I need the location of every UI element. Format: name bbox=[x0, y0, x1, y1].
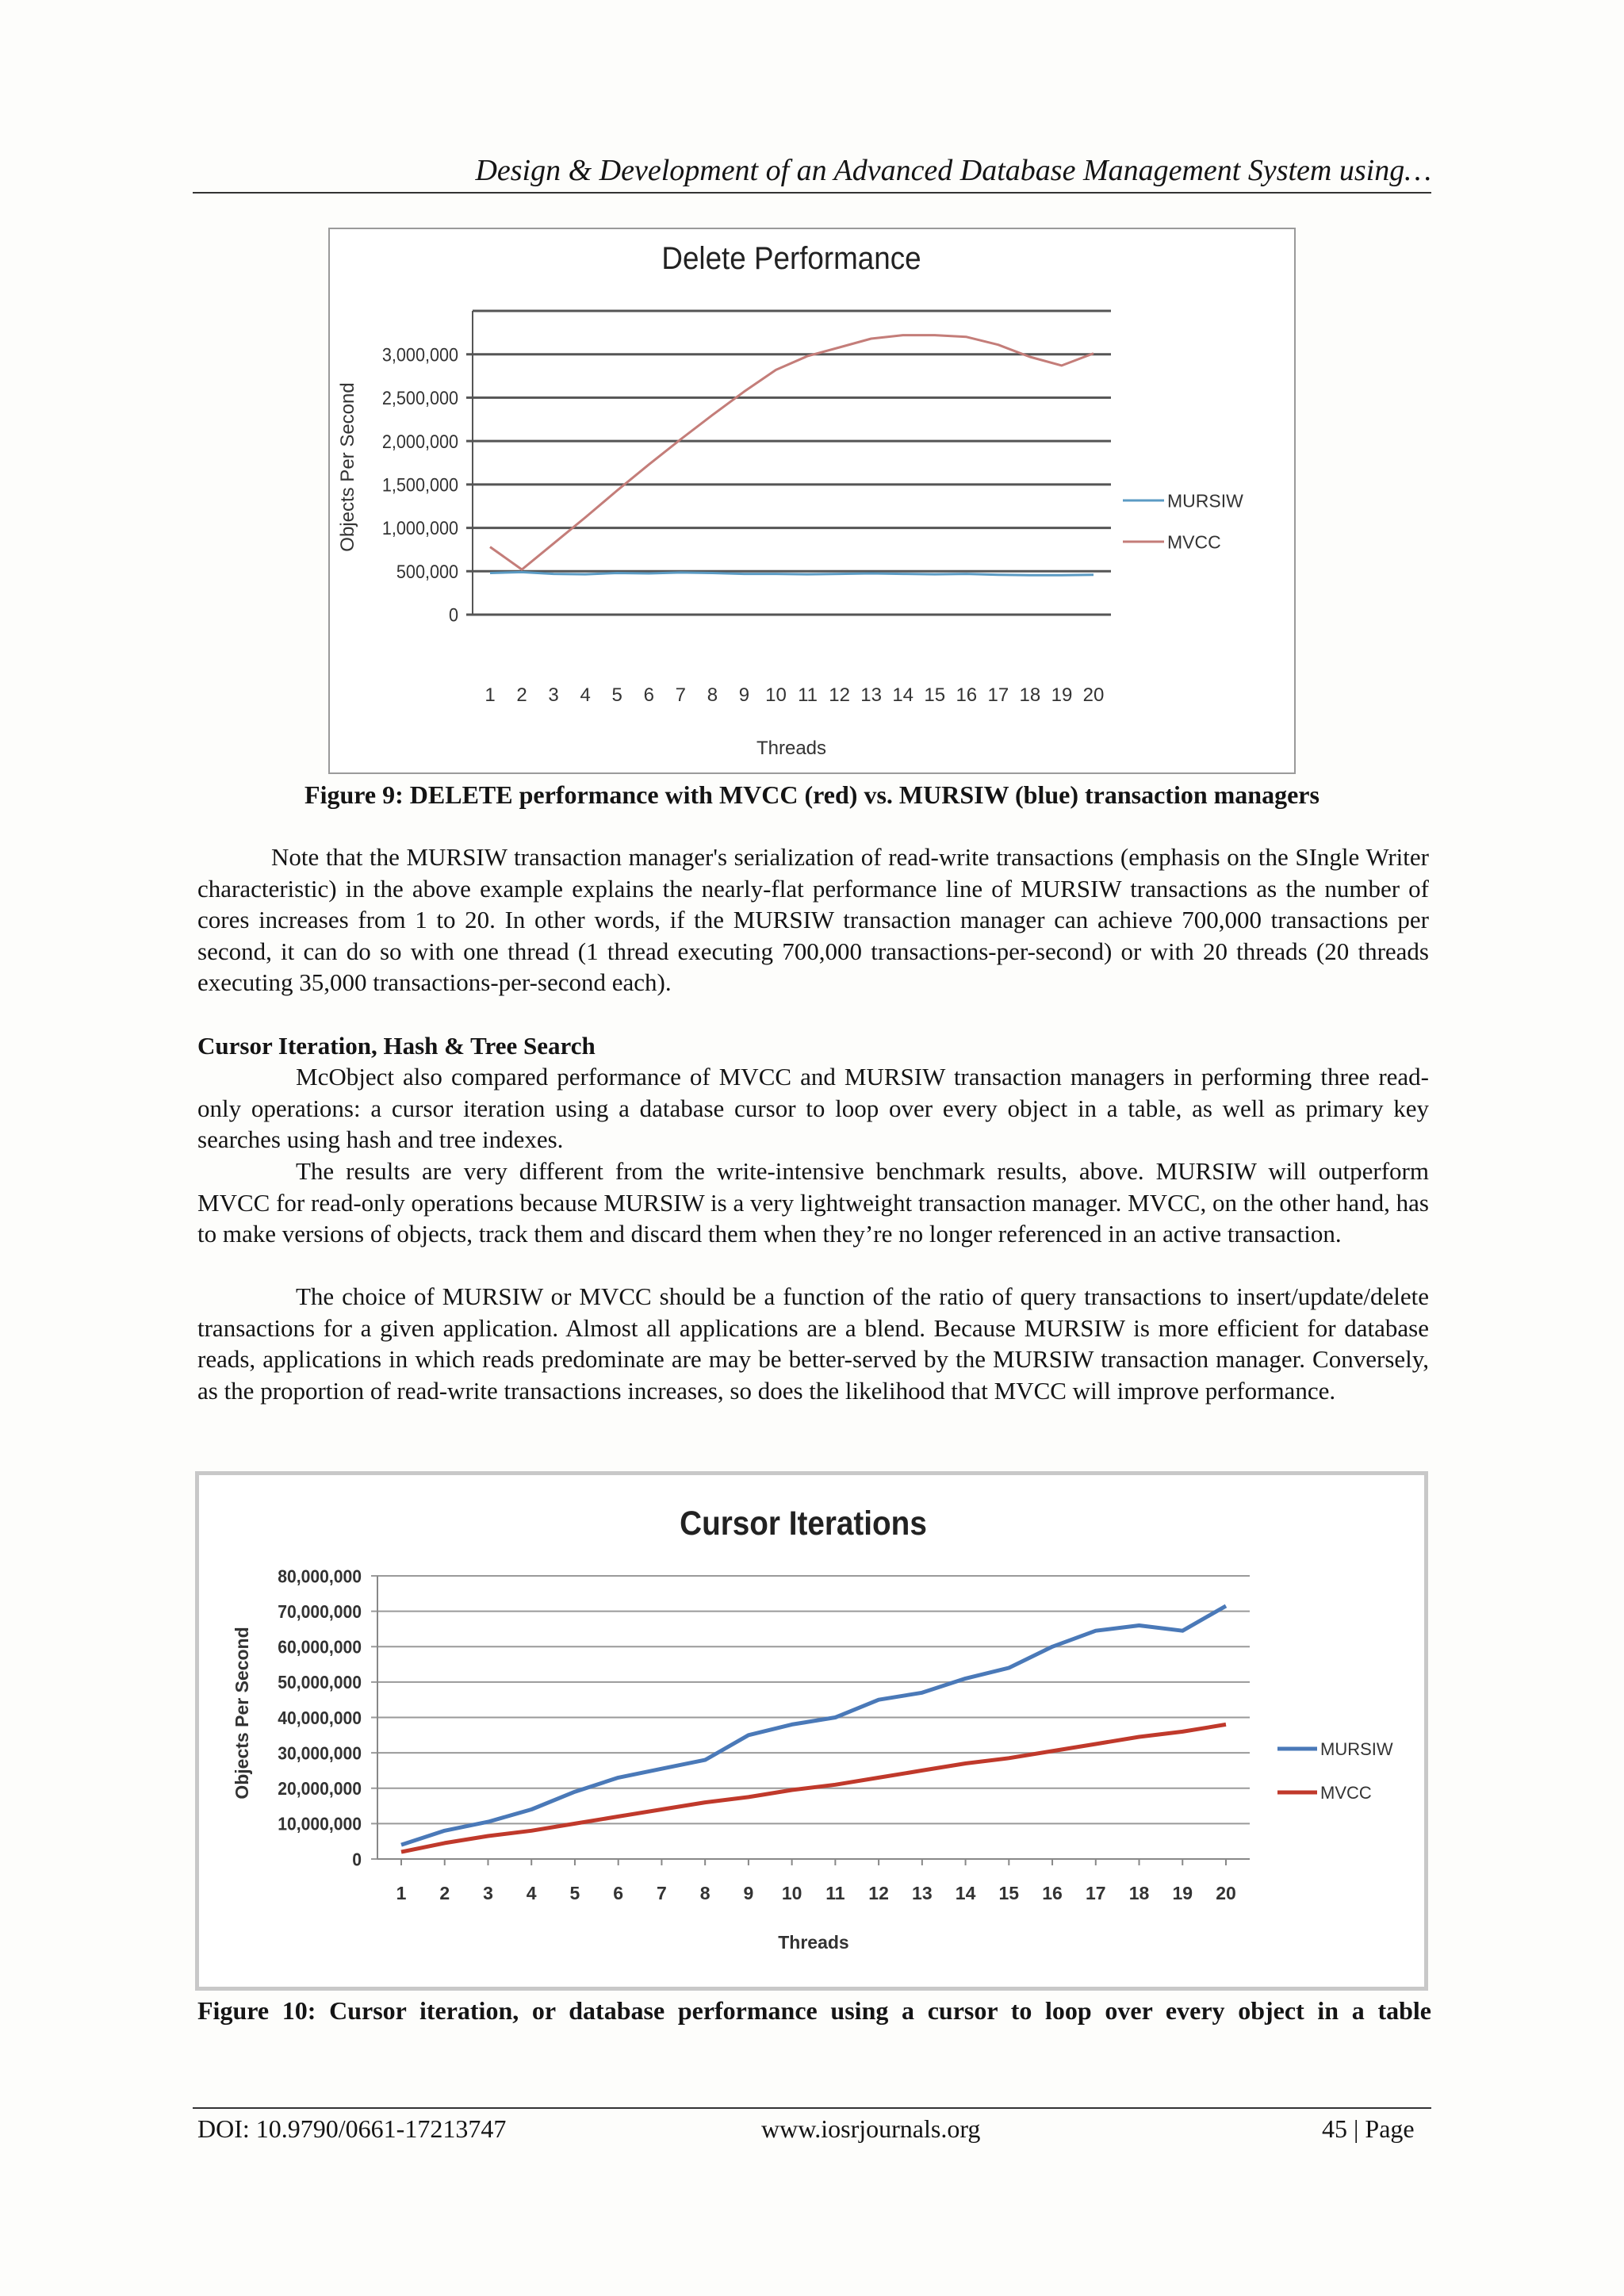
footer-doi: DOI: 10.9790/0661-17213747 bbox=[197, 2114, 507, 2143]
legend-label-mvcc: MVCC bbox=[1320, 1782, 1372, 1803]
x-tick-label: 3 bbox=[548, 684, 559, 706]
x-tick-label: 15 bbox=[924, 684, 946, 706]
x-tick-label: 14 bbox=[955, 1883, 976, 1903]
running-title: Design & Development of an Advanced Database Management System using… bbox=[475, 154, 1431, 187]
x-tick-label: 6 bbox=[613, 1883, 624, 1903]
series-line-mvcc bbox=[490, 335, 1094, 569]
y-tick-label: 30,000,000 bbox=[278, 1742, 362, 1764]
x-tick-label: 13 bbox=[912, 1883, 933, 1903]
x-tick-label: 20 bbox=[1216, 1883, 1236, 1903]
x-tick-label: 3 bbox=[483, 1883, 493, 1903]
x-tick-label: 17 bbox=[987, 684, 1009, 706]
x-tick-label: 7 bbox=[657, 1883, 667, 1903]
y-tick-label: 1,500,000 bbox=[381, 473, 458, 496]
x-tick-label: 9 bbox=[743, 1883, 754, 1903]
y-tick-label: 3,000,000 bbox=[381, 343, 458, 366]
delete-performance-chart bbox=[330, 229, 1294, 772]
x-tick-label: 9 bbox=[738, 684, 750, 706]
y-axis-title: Objects Per Second bbox=[232, 1627, 252, 1800]
y-tick-label: 10,000,000 bbox=[278, 1813, 362, 1834]
y-tick-label: 500,000 bbox=[396, 560, 458, 583]
legend-label-mvcc: MVCC bbox=[1167, 531, 1221, 553]
header-rule bbox=[193, 192, 1431, 194]
x-tick-label: 11 bbox=[825, 1883, 845, 1903]
x-axis-title: Threads bbox=[778, 1932, 849, 1953]
legend-label-mursiw: MURSIW bbox=[1167, 490, 1243, 512]
x-tick-label: 16 bbox=[956, 684, 978, 706]
series-line-mursiw bbox=[401, 1606, 1226, 1845]
x-tick-label: 8 bbox=[699, 1883, 710, 1903]
x-tick-label: 13 bbox=[860, 684, 882, 706]
x-tick-label: 17 bbox=[1085, 1883, 1106, 1903]
x-tick-label: 19 bbox=[1172, 1883, 1193, 1903]
x-tick-label: 15 bbox=[998, 1883, 1020, 1903]
x-tick-label: 2 bbox=[439, 1883, 450, 1903]
cursor-iterations-chart bbox=[199, 1475, 1424, 1987]
y-tick-label: 1,000,000 bbox=[381, 517, 458, 539]
x-tick-label: 7 bbox=[675, 684, 686, 706]
x-tick-label: 4 bbox=[526, 1883, 537, 1903]
y-tick-label: 60,000,000 bbox=[278, 1636, 362, 1658]
paragraph-results-differ: The results are very different from the write-intensive benchmark results, above. MURSIW will outperform MVCC for read-only operations because MURSIW is a very lightweight transaction manager. MVCC, on the other hand, has to make versions of objects, track them and discard them when they’re no longer referenced in an active transaction. bbox=[197, 1157, 1429, 1248]
series-line-mursiw bbox=[490, 572, 1094, 575]
paragraph-choice-of-manager: The choice of MURSIW or MVCC should be a function of the ratio of query transactions to insert/update/delete transactions for a given application. Almost all applications are a blend. Because MURSIW is more efficient for database reads, applications in which reads predominate are may be better-served by the MURSIW transaction manager. Conversely, as the proportion of read-write transactions increases, so does the likelihood that MVCC will improve performance. bbox=[197, 1282, 1429, 1405]
y-tick-label: 80,000,000 bbox=[278, 1566, 362, 1587]
x-tick-label: 19 bbox=[1051, 684, 1073, 706]
footer-rule bbox=[193, 2107, 1431, 2109]
x-axis-title: Threads bbox=[756, 738, 827, 759]
x-tick-label: 10 bbox=[765, 684, 787, 706]
y-tick-label: 2,500,000 bbox=[381, 386, 458, 409]
x-tick-label: 20 bbox=[1082, 684, 1105, 706]
x-tick-label: 14 bbox=[892, 684, 914, 706]
figure-9-caption: Figure 9: DELETE performance with MVCC (red) vs. MURSIW (blue) transaction managers bbox=[304, 780, 1320, 809]
y-axis-title: Objects Per Second bbox=[337, 382, 358, 552]
y-tick-label: 50,000,000 bbox=[278, 1672, 362, 1693]
x-tick-label: 18 bbox=[1128, 1883, 1150, 1903]
x-tick-label: 8 bbox=[707, 684, 718, 706]
y-tick-label: 20,000,000 bbox=[278, 1778, 362, 1800]
x-tick-label: 1 bbox=[485, 684, 496, 706]
x-tick-label: 5 bbox=[611, 684, 622, 706]
x-tick-label: 18 bbox=[1019, 684, 1041, 706]
figure-9-chart bbox=[328, 228, 1296, 774]
x-tick-label: 11 bbox=[798, 684, 818, 706]
footer-page-number: 45 | Page bbox=[1322, 2114, 1415, 2143]
chart-title: Cursor Iterations bbox=[680, 1504, 927, 1543]
y-tick-label: 0 bbox=[448, 604, 458, 626]
x-tick-label: 1 bbox=[396, 1883, 407, 1903]
chart-title: Delete Performance bbox=[661, 240, 921, 277]
x-tick-label: 12 bbox=[829, 684, 850, 706]
figure-10-chart bbox=[195, 1471, 1428, 1991]
y-tick-label: 40,000,000 bbox=[278, 1707, 362, 1728]
x-tick-label: 6 bbox=[643, 684, 654, 706]
paragraph-read-only-operations: McObject also compared performance of MVCC and MURSIW transaction managers in performing three read-only operations: a cursor iteration using a database cursor to loop over every object in a table, as well as primary key searches using hash and tree indexes. bbox=[197, 1063, 1429, 1154]
footer-site: www.iosrjournals.org bbox=[761, 2114, 981, 2143]
section-heading: Cursor Iteration, Hash & Tree Search bbox=[197, 1032, 596, 1060]
y-tick-label: 2,000,000 bbox=[381, 430, 458, 453]
x-tick-label: 4 bbox=[580, 684, 591, 706]
x-tick-label: 12 bbox=[868, 1883, 889, 1903]
legend-label-mursiw: MURSIW bbox=[1320, 1738, 1393, 1759]
x-tick-label: 5 bbox=[569, 1883, 580, 1903]
x-tick-label: 10 bbox=[781, 1883, 802, 1903]
x-tick-label: 2 bbox=[516, 684, 527, 706]
y-tick-label: 0 bbox=[352, 1849, 362, 1870]
paragraph-mursiw-serialization: Note that the MURSIW transaction manager's serialization of read-write transactions (emphasis on the SIngle Writer characteristic) in the above example explains the nearly-flat performance line of MURSIW transactions as the number of cores increases from 1 to 20. In other words, if the MURSIW transaction manager can achieve 700,000 transactions per second, it can do so with one thread (1 thread executing 700,000 transactions-per-second) or with 20 threads (20 threads executing 35,000 transactions-per-second each). bbox=[197, 843, 1429, 997]
x-tick-label: 16 bbox=[1042, 1883, 1063, 1903]
y-tick-label: 70,000,000 bbox=[278, 1601, 362, 1623]
figure-10-caption: Figure 10: Cursor iteration, or database performance using a cursor to loop over every object in a table bbox=[197, 1996, 1431, 2025]
